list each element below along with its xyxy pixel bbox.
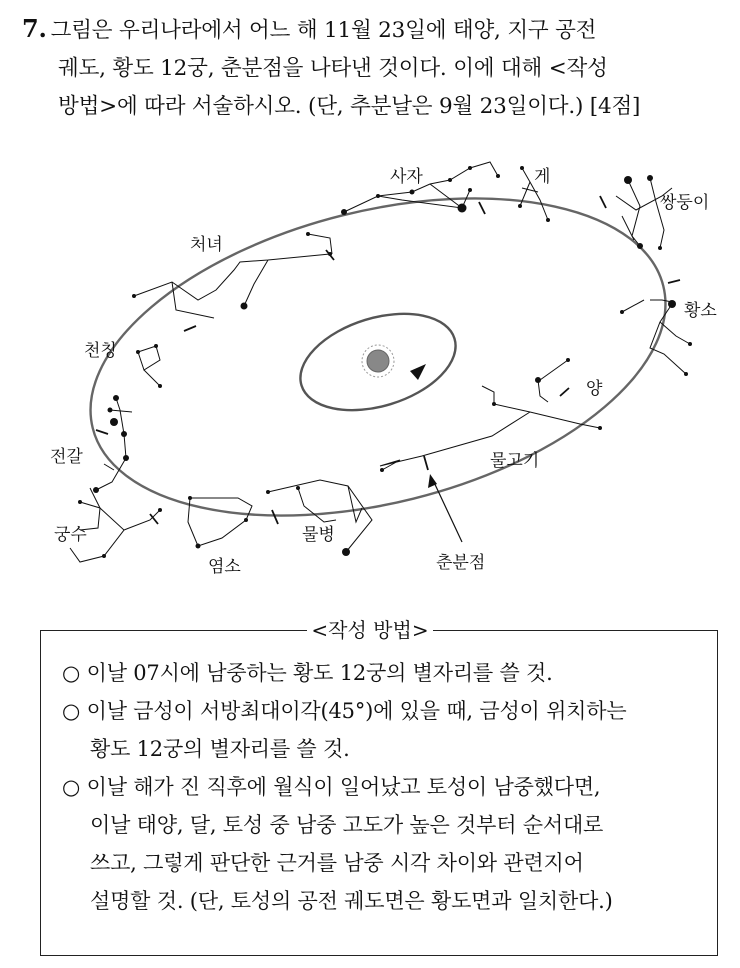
method-item-3: ○ 이날 해가 진 직후에 월식이 일어났고 토성이 남중했다면,	[62, 775, 601, 799]
label-aquarius: 물병	[302, 525, 335, 545]
label-scorpio: 전갈	[50, 447, 83, 467]
label-aries: 양	[586, 379, 603, 399]
label-virgo: 처녀	[190, 235, 223, 255]
vernal-equinox-pointer	[432, 478, 462, 542]
method-item-3-cont-1: 이날 태양, 달, 토성 중 남중 고도가 높은 것부터 순서대로	[90, 813, 604, 837]
label-sagittarius: 궁수	[54, 525, 87, 545]
label-taurus: 황소	[684, 301, 717, 321]
label-cancer: 게	[534, 167, 551, 187]
method-item-2: ○ 이날 금성이 서방최대이각(45°)에 있을 때, 금성이 위치하는	[62, 699, 627, 723]
label-capricorn: 염소	[208, 557, 241, 577]
label-gemini: 쌍둥이	[660, 193, 710, 213]
method-box-title: <작성 방법>	[0, 614, 740, 643]
method-item-3-cont-3: 설명할 것. (단, 토성의 공전 궤도면은 황도면과 일치한다.)	[90, 889, 613, 913]
label-libra: 천칭	[84, 341, 117, 361]
label-pisces: 물고기	[490, 451, 540, 471]
question	[22, 10, 728, 126]
label-leo: 사자	[390, 167, 423, 187]
method-item-2-cont: 황도 12궁의 별자리를 쓸 것.	[90, 737, 350, 761]
question-line-2: 궤도, 황도 12궁, 춘분점을 나타낸 것이다. 이에 대해 <작성	[58, 56, 608, 81]
orbit-direction-arrow	[410, 364, 426, 380]
sun-icon	[362, 345, 394, 377]
method-item-3-cont-2: 쓰고, 그렇게 판단한 근거를 남중 시각 차이와 관련지어	[90, 851, 584, 875]
ecliptic-diagram	[0, 148, 740, 598]
question-line-3: 방법>에 따라 서술하시오. (단, 추분날은 9월 23일이다.) [4점]	[58, 94, 641, 119]
question-line-1: 7. 그림은 우리나라에서 어느 해 11월 23일에 태양, 지구 공전	[22, 14, 597, 43]
label-vernal-equinox: 춘분점	[436, 553, 486, 573]
question-number: 7.	[22, 14, 47, 43]
method-item-1: ○ 이날 07시에 남중하는 황도 12궁의 별자리를 쓸 것.	[62, 661, 553, 685]
